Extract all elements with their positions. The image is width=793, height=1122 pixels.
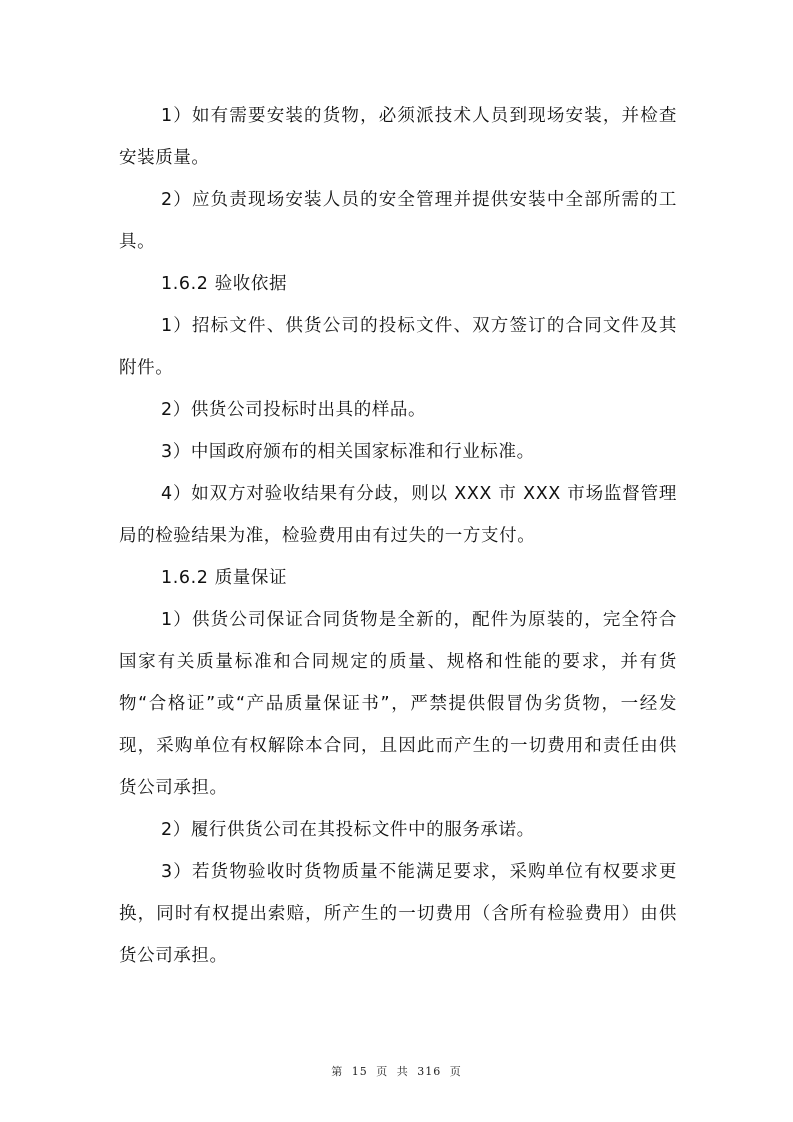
paragraph-new-goods-guarantee: 1）供货公司保证合同货物是全新的，配件为原装的，完全符合国家有关质量标准和合同规定的质量、规格和性能的要求，并有货物“合格证”或“产品质量保证书”，严禁提供假冒伪劣货物，一经发现，采购单位有权解除本合同，且因此而产生的一切费用和责任由供货公司承担。 xyxy=(119,610,677,798)
page-number: 15 xyxy=(351,1065,368,1078)
section-heading-quality-guarantee: 1.6.2 质量保证 xyxy=(161,568,288,588)
section-heading-acceptance-basis: 1.6.2 验收依据 xyxy=(161,274,288,294)
paragraph-samples: 2）供货公司投标时出具的样品。 xyxy=(161,400,427,420)
paragraph-tender-documents: 1）招标文件、供货公司的投标文件、双方签订的合同文件及其附件。 xyxy=(119,316,677,378)
paragraph-installation: 1）如有需要安装的货物，必须派技术人员到现场安装，并检查安装质量。 xyxy=(119,106,677,168)
footer-page-word: 页 xyxy=(376,1065,389,1078)
paragraph-dispute-inspection: 4）如双方对验收结果有分歧，则以 XXX 市 XXX 市场监督管理局的检验结果为准，检验费用由有过失的一方支付。 xyxy=(119,484,677,546)
page-footer xyxy=(0,1063,793,1079)
footer-prefix: 第 xyxy=(331,1065,344,1078)
page-total: 316 xyxy=(417,1065,442,1078)
footer-total-word: 共 xyxy=(396,1065,409,1078)
document-body xyxy=(119,95,677,977)
paragraph-service-commitment: 2）履行供货公司在其投标文件中的服务承诺。 xyxy=(161,820,535,840)
paragraph-safety-tools: 2）应负责现场安装人员的安全管理并提供安装中全部所需的工具。 xyxy=(119,190,677,252)
paragraph-replacement-claims: 3）若货物验收时货物质量不能满足要求，采购单位有权要求更换，同时有权提出索赔，所产生的一切费用（含所有检验费用）由供货公司承担。 xyxy=(119,862,677,966)
paragraph-national-standards: 3）中国政府颁布的相关国家标准和行业标准。 xyxy=(161,442,535,462)
footer-suffix: 页 xyxy=(449,1065,462,1078)
